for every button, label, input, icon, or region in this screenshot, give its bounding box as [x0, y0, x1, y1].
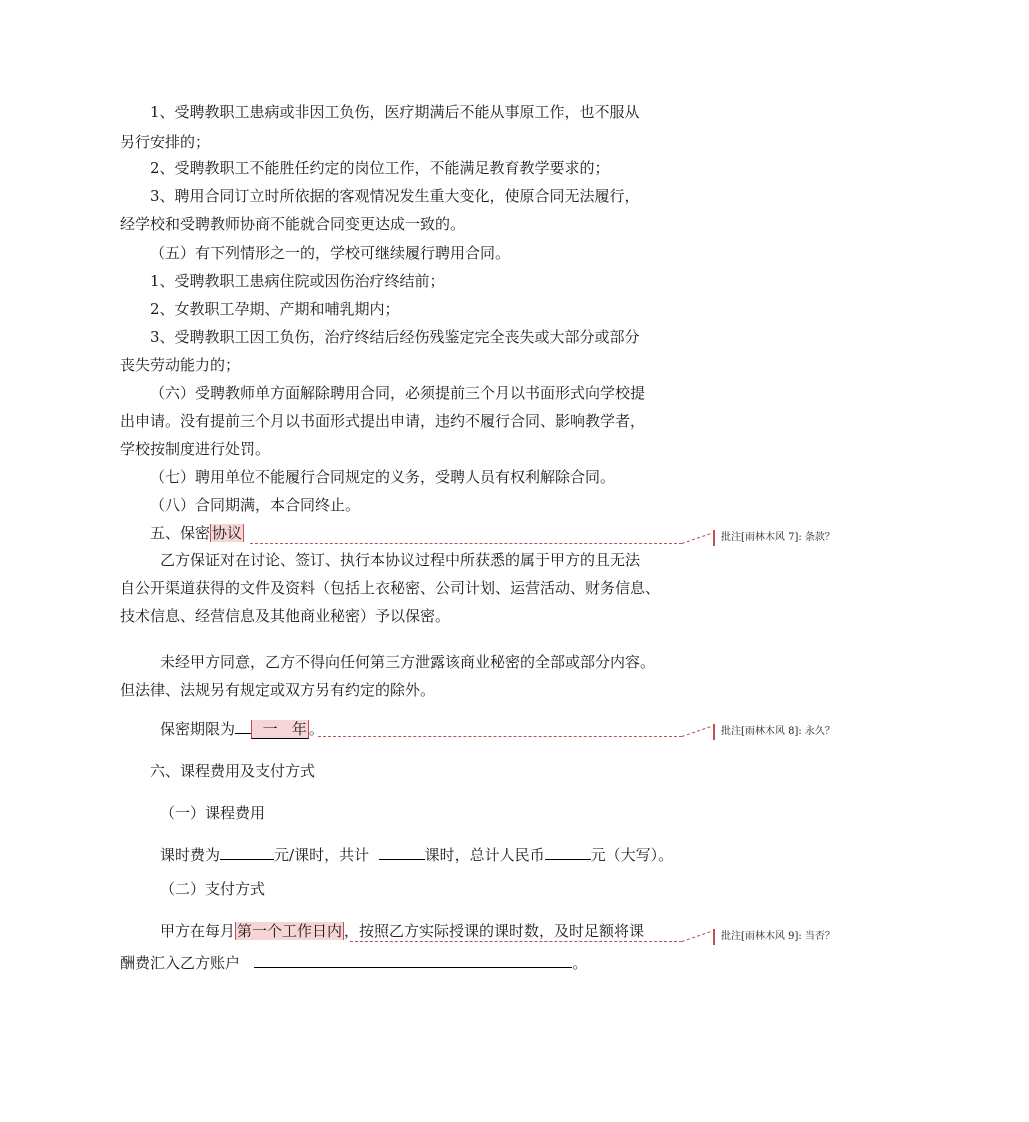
paragraph-text: 1、受聘教职工患病住院或因伤治疗终结前；: [150, 272, 445, 290]
comment-balloon[interactable]: 批注[雨林木风 8]: 永久？: [713, 724, 871, 740]
fee-label: 元（大写）。: [590, 846, 674, 864]
paragraph-text: （七）聘用单位不能履行合同规定的义务，受聘人员有权利解除合同。: [150, 468, 616, 486]
section-heading: [150, 523, 680, 543]
total-blank[interactable]: [545, 843, 591, 860]
hours-blank[interactable]: [379, 843, 425, 860]
comment-connector: [350, 941, 682, 942]
comment-anchor-highlight[interactable]: 协议: [212, 524, 243, 542]
comment-connector: [682, 726, 711, 738]
paragraph-text: 学校按制度进行处罚。: [120, 440, 271, 458]
subsection-heading: （二）支付方式: [160, 880, 266, 898]
comment-balloon[interactable]: 批注[雨林木风 7]: 条款？: [713, 530, 871, 546]
payment-line: [120, 951, 680, 973]
paragraph-text: 未经甲方同意，乙方不得向任何第三方泄露该商业秘密的全部或部分内容。: [160, 653, 656, 671]
fee-label: 元/课时，共计: [274, 846, 370, 864]
fee-per-hour-blank[interactable]: [220, 843, 274, 860]
comment-connector: [318, 736, 682, 737]
comment-connector: [682, 931, 711, 943]
fee-line: [160, 843, 680, 865]
period-value: 一: [262, 720, 278, 738]
paragraph-text: 2、女教职工孕期、产期和哺乳期内；: [150, 300, 400, 318]
paragraph-text: （八）合同期满，本合同终止。: [150, 496, 361, 514]
paragraph-text: 3、受聘教职工因工负伤，治疗终结后经伤残鉴定完全丧失或大部分或部分: [150, 328, 640, 346]
period-unit: 年: [291, 720, 307, 738]
payment-text: 。: [572, 954, 588, 972]
account-blank[interactable]: [254, 951, 572, 968]
paragraph-text: 经学校和受聘教师协商不能就合同变更达成一致的。: [120, 215, 466, 233]
blank-line: [235, 717, 251, 734]
paragraph-text: （六）受聘教师单方面解除聘用合同，必须提前三个月以书面形式向学校提: [150, 384, 646, 402]
paragraph-text: 1、受聘教职工患病或非因工负伤，医疗期满后不能从事原工作，也不服从: [150, 103, 640, 121]
payment-text: 甲方在每月: [160, 922, 236, 940]
paragraph-text: 乙方保证对在讨论、签订、执行本协议过程中所获悉的属于甲方的且无法: [160, 551, 641, 569]
period-end: 。: [308, 720, 324, 738]
comment-balloon[interactable]: 批注[雨林木风 9]: 当否？: [713, 929, 871, 945]
subsection-heading: （一）课程费用: [160, 804, 266, 822]
comment-anchor-highlight[interactable]: [251, 720, 309, 739]
paragraph-text: 出申请。没有提前三个月以书面形式提出申请，违约不履行合同、影响教学者，: [120, 412, 646, 430]
payment-line: [160, 921, 680, 941]
payment-text: ，按照乙方实际授课的课时数，及时足额将课: [344, 922, 645, 940]
paragraph-text: 另行安排的；: [120, 133, 211, 151]
period-label: 保密期限为: [160, 720, 236, 738]
section-heading: 六、课程费用及支付方式: [150, 762, 316, 780]
payment-text: 酬费汇入乙方账户: [120, 954, 241, 972]
paragraph-text: 但法律、法规另有规定或双方另有约定的除外。: [120, 681, 436, 699]
heading-text: 五、保密: [150, 524, 211, 542]
paragraph-text: 2、受聘教职工不能胜任约定的岗位工作，不能满足教育教学要求的；: [150, 159, 610, 177]
fee-label: 课时，总计人民币: [424, 846, 545, 864]
comment-connector: [682, 533, 711, 545]
paragraph-text: 3、聘用合同订立时所依据的客观情况发生重大变化，使原合同无法履行，: [150, 187, 640, 205]
paragraph-text: （五）有下列情形之一的，学校可继续履行聘用合同。: [150, 244, 511, 262]
fee-label: 课时费为: [160, 846, 221, 864]
paragraph-text: 技术信息、经营信息及其他商业秘密）予以保密。: [120, 607, 451, 625]
comment-connector: [250, 543, 682, 544]
paragraph-text: 丧失劳动能力的；: [120, 356, 241, 374]
paragraph-text: 自公开渠道获得的文件及资料（包括上衣秘密、公司计划、运营活动、财务信息、: [120, 579, 661, 597]
comment-anchor-highlight[interactable]: 第一个工作日内: [237, 922, 343, 940]
